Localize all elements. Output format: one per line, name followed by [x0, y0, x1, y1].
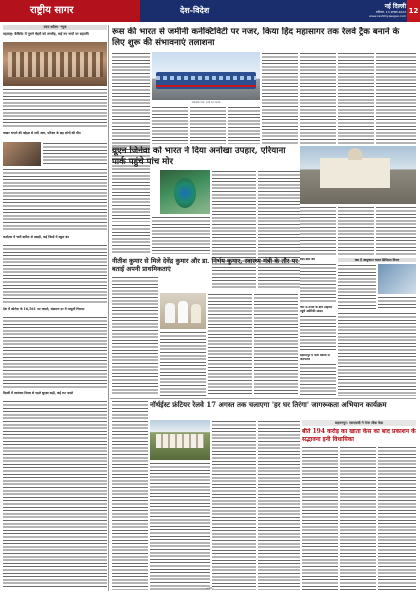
- top-story-photo: [152, 52, 260, 100]
- brief2-headline: चीन से तनाव के बीच ताइवान पहुंचे अमेरिकी सांसद: [300, 306, 333, 313]
- story4-headline: देश में कोरोना के 16,561 नए मामले, संक्रमण दर में मामूली गिरावट: [3, 307, 85, 311]
- brief3-body: [300, 363, 336, 396]
- bottom-right-headline: बीते 194 करोड़ का खाता केस का बाद प्रकाशन के सद्भावना इनी विधायिका: [302, 428, 416, 443]
- nitish-body-col3: [208, 293, 252, 396]
- nitish-photo: [160, 293, 206, 329]
- bottom-right-body-c: [378, 446, 416, 590]
- un-story-body-col0: [112, 224, 150, 254]
- un-story-headline: यूएन जिनेवा को भारत ने दिया अनोखा उपहार, एरियाना पार्क पहुंचे पांच मोर: [112, 146, 286, 167]
- masthead-date: शनिवार, 13 अगस्त 2022: [375, 10, 406, 14]
- top-story-headline: रूस की भारत से जमीनी कनेक्टिविटी पर नजर, किया हिंद महासागर तक रेलवे ट्रैक बनाने के लिए शुरू की संभावनाएं तलाशना: [112, 27, 400, 48]
- brief2-body: [300, 315, 336, 351]
- left-column-tag: उदय कॉलम -न्यूज: [3, 25, 107, 30]
- story5-headline: दिल्ली में स्वतंत्रता दिवस से पहले सुरक्षा कड़ी, कई रूट बदले: [3, 391, 73, 395]
- right-box-body-a: [338, 264, 376, 310]
- page-number: 12: [407, 0, 420, 22]
- nitish-body-col1: [112, 276, 158, 396]
- story2-body-a: [43, 142, 107, 166]
- northeast-body-col3: [258, 420, 300, 590]
- story2-photo: [3, 142, 41, 166]
- nitish-story-headline: नीतीश कुमार से मिले देवेंद्र कुमार और डा. निर्भय कुमार, स्वास्थ्य मंत्री के तौर पर बताई अपनी प्राथमिकताएं: [112, 257, 298, 273]
- bottom-right-body-b: [340, 446, 376, 590]
- northeast-body-col1: [150, 462, 210, 590]
- top-story-body-col4: [300, 52, 336, 144]
- lead-photo: [3, 42, 107, 86]
- column-divider: [108, 25, 109, 591]
- top-story-body-col6: [376, 52, 416, 144]
- top-story-body-col5: [338, 52, 374, 144]
- story5-body: [3, 400, 107, 588]
- brief1-headline: बाल-बाल बचे: [300, 258, 315, 261]
- masthead-title: राष्ट्रीय सागर: [0, 0, 140, 22]
- northeast-photo: [150, 420, 210, 460]
- story2-headline: मच्छर भगाने की कॉइल से लगी आग, परिवार के छह लोगों की मौत: [3, 131, 81, 135]
- lead-headline: महाराष्ट्र: कैबिनेट में पुराने चेहरों को तरजीह, कई नए नामों पर सहमति: [3, 32, 89, 36]
- masthead-brand: नई दिल्ली: [384, 3, 406, 10]
- story3-body: [3, 244, 107, 304]
- northeast-headline: नॉर्थईस्ट फ्रंटियर रेलवे 17 अगस्त तक चलाएगा 'हर घर तिरंगा' जागरूकता अभियान कार्यक्रम: [150, 400, 387, 409]
- right-photo: [300, 146, 416, 204]
- top-story-body-col3: [262, 52, 298, 144]
- right-box-body-c: [338, 312, 416, 396]
- left-column: [3, 25, 107, 591]
- story4-body: [3, 316, 107, 388]
- right-body-a: [300, 206, 336, 256]
- right-box-body-b: [378, 296, 416, 310]
- top-story-caption: सांकेतिक चित्र: रूसी रेल नेटवर्क: [191, 101, 221, 104]
- story3-headline: कर्नाटक में भारी बारिश से तबाही, कई जिलों में स्कूल बंद: [3, 235, 69, 239]
- top-story-body-col2c: [228, 106, 260, 144]
- masthead-info: [369, 3, 406, 18]
- top-story-body-col1: [112, 52, 150, 222]
- northeast-body-col2: [212, 420, 256, 590]
- section-title: देश-विदेश: [180, 6, 210, 15]
- peacock-photo: [160, 170, 210, 214]
- masthead: [0, 0, 420, 22]
- masthead-site: www.rashtriyasagar.com: [369, 14, 406, 18]
- right-body-b: [338, 206, 374, 256]
- un-story-body-col1: [152, 216, 210, 254]
- page-footer: --12--: [205, 586, 215, 590]
- nitish-body-col2: [160, 331, 206, 396]
- top-story-body-col2b: [190, 106, 226, 144]
- bottom-right-tag: सहारनपुर: एसएससी ने पेपर लीक केस: [334, 421, 384, 425]
- nitish-body-col4: [254, 293, 298, 396]
- top-story-body-col2a: [152, 106, 188, 144]
- right-box-headline: क्या है आयुष्मान भारत डिजिटल मिशन: [354, 258, 400, 262]
- northeast-body-col0: [112, 400, 148, 590]
- right-body-c: [376, 206, 416, 256]
- brief3-headline: सहारनपुर में भारी बारिश से जलभराव: [300, 354, 330, 361]
- horizontal-divider: [110, 398, 416, 399]
- story2-body-b: [3, 168, 107, 232]
- brief1-body: [300, 263, 336, 303]
- lead-body: [3, 88, 107, 128]
- bottom-right-body-a: [302, 446, 338, 590]
- right-box-photo: [378, 264, 416, 294]
